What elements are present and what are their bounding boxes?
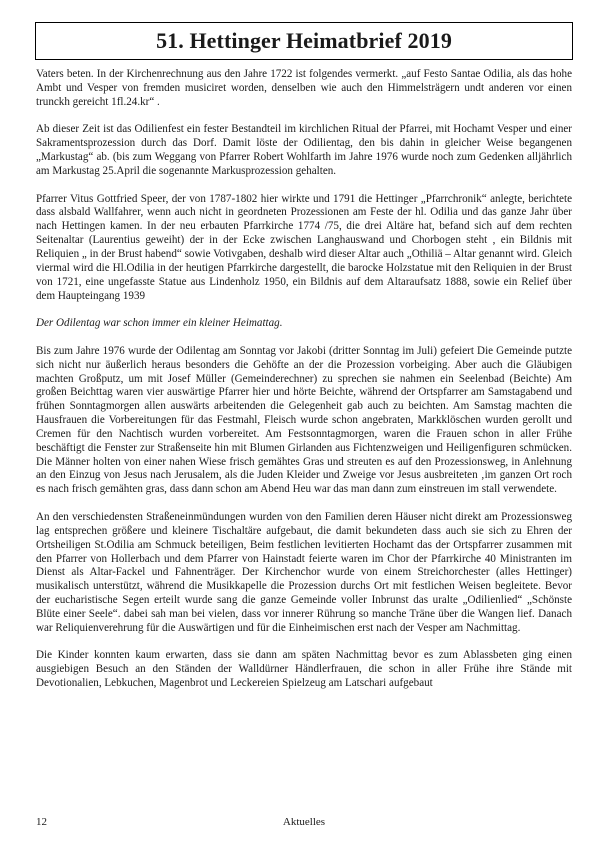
article-body — [36, 68, 572, 705]
paragraph: Vaters beten. In der Kirchenrechnung aus den Jahre 1722 ist folgendes vermerkt. „auf Festo Santae Odilia, als das hohe Ambt und Vesper von fremden musiciret worden, denselben wie auch den Himmelsträgern undt anderen vor einen trunckh gereicht 1fl.24.kr“ . — [36, 68, 572, 108]
paragraph: Bis zum Jahre 1976 wurde der Odilentag am Sonntag vor Jakobi (dritter Sonntag im Juli) gefeiert Die Gemeinde putzte sich nicht nur äußerlich heraus besonders die Gehöfte an der die Prozession vorbeiging. Aber auch die Gläubigen machten Großputz, um mit Josef Müller (Gemeinderechner) zu sprechen sie nahmen ein Seelenbad (Beichte) Am großen Beichttag waren vier auswärtige Pfarrer hier und hörte Beichte, während der Ortspfarrer am Samstagabend und frühen Sonntagmorgen allen auswärts arbeitenden die Gelegenheit gab auch zu beichten. Am Samstag machten die Hausfrauen die Vorbereitungen für das Festmahl, Fleisch wurde schon angebraten, Markklöschen wurden gerollt und Cremen für den Nachtisch wurden vorbereitet. Am Festsonntagmorgen, waren die Frauen schon in aller Frühe beschäftigt die Fenster zur Straßenseite hin mit Blumen Girlanden aus Fichtenzweigen und Heiligenfiguren schmücken. Die Männer holten von einer nahen Wiese frisch gemähtes Gras und streuten es auf den Prozessionsweg, in Anlehnung an den Einzug von Jesus nach Jerusalem, als die Juden Kleider und Zweige vor Jesus ausbreiteten ‚im ganzen Ort roch es nach frisch gemähten gras, dass dann schon am Abend Heu war das man dann zum einstreuen im stall verwendete. — [36, 344, 572, 496]
paragraph: Die Kinder konnten kaum erwarten, dass sie dann am späten Nachmittag bevor es zum Ablassbeten ging einen ausgiebigen Besuch an den Ständen der Walldürner Händlerfrauen, die schon in aller Frühe ihre Stände mit Devotionalien, Lebkuchen, Magenbrot und Leckereien Spielzeug am Latschari aufgebaut — [36, 649, 572, 690]
paragraph: Ab dieser Zeit ist das Odilienfest ein fester Bestandteil im kirchlichen Ritual der Pfarrei, mit Hochamt Vesper und einer Sakramentsprozession durch das Dorf. Damit löste der Odilientag, den bis dahin in gleicher Weise begangenen „Markustag“ ab. (bis zum Weggang von Pfarrer Robert Wohlfarth im Jahre 1976 wurde noch zum Gedenken alljährlich am Markustag 25.April die sogenannte Markusprozession gehalten. — [36, 123, 572, 177]
section-label: Aktuelles — [282, 816, 326, 828]
page-title: 51. Hettinger Heimatbrief 2019 — [156, 28, 452, 53]
page-footer — [36, 816, 572, 830]
page-number: 12 — [36, 816, 47, 828]
title-box — [35, 22, 573, 60]
paragraph: Pfarrer Vitus Gottfried Speer, der von 1787-1802 hier wirkte und 1791 die Hettinger „Pfarrchronik“ anlegte, berichtete dass alsbald Wallfahrer, wenn auch nicht in geordneten Prozessionen am Feste der hl. Odilia und das ganze Jahr über nach Hettingen kamen. In der neu erbauten Pfarrkirche 1774 /75, die drei Altäre hat, befand sich auf dem rechten Seitenaltar (Laurentius geweiht) der in der Ecke zwischen Langhauswand und Chorbogen steht , ein Bildnis mit Reliquien „ in der Brust habend“ sowie Votivgaben, deshalb wird dieser Altar auch „Othiliä – Altar genannt wird. Gleich viermal wird die Hl.Odilia in der heutigen Pfarrkirche dargestellt, die barocke Holzstatue mit den Reliquien in der Brust von 1721, eine ungefasste Statue aus Lindenholz 1950, ein Bildnis auf dem Altaraufsatz 1888, sowie ein Relief über dem Haupteingang 1939 — [36, 192, 572, 302]
italic-subheading: Der Odilentag war schon immer ein kleiner Heimattag. — [36, 317, 283, 330]
paragraph: An den verschiedensten Straßeneinmündungen wurden von den Familien deren Häuser nicht direkt am Prozessionsweg lag entsprechen größere und kleinere Tischaltäre aufgebaut, die damit bekundeten dass auch sie sich zu Ehren der Ortsheiligen St.Odilia am Schmuck beteiligen, Beim festlichen levitierten Hochamt das der Ortspfarrer zusammen mit den Pfarrer von Hollerbach und dem Pfarrer von Hainstadt feierte waren im Chor der Pfarrkirche 40 Ministranten im Dienst als Altar-Fackel und Fahnenträger. Der Kirchenchor wurde von einem Streichorchester (alles Hettinger) musikalisch unterstützt, während die Musikkapelle die Prozession durchs Ort mit festlichen Weisen begleitete. Bevor der eucharistische Segen erteilt wurde sang die ganze Gemeinde voller Inbrunst das uralte „Odilienlied“ „Schönste Blüte einer Seele“. dabei sah man bei vielen, dass vor innerer Rührung so manche Träne über die Wangen lief. Danach war Reliquienverehrung für die Auswärtigen und für die Einheimischen erst nach der Vesper am Nachmittag. — [36, 511, 572, 634]
